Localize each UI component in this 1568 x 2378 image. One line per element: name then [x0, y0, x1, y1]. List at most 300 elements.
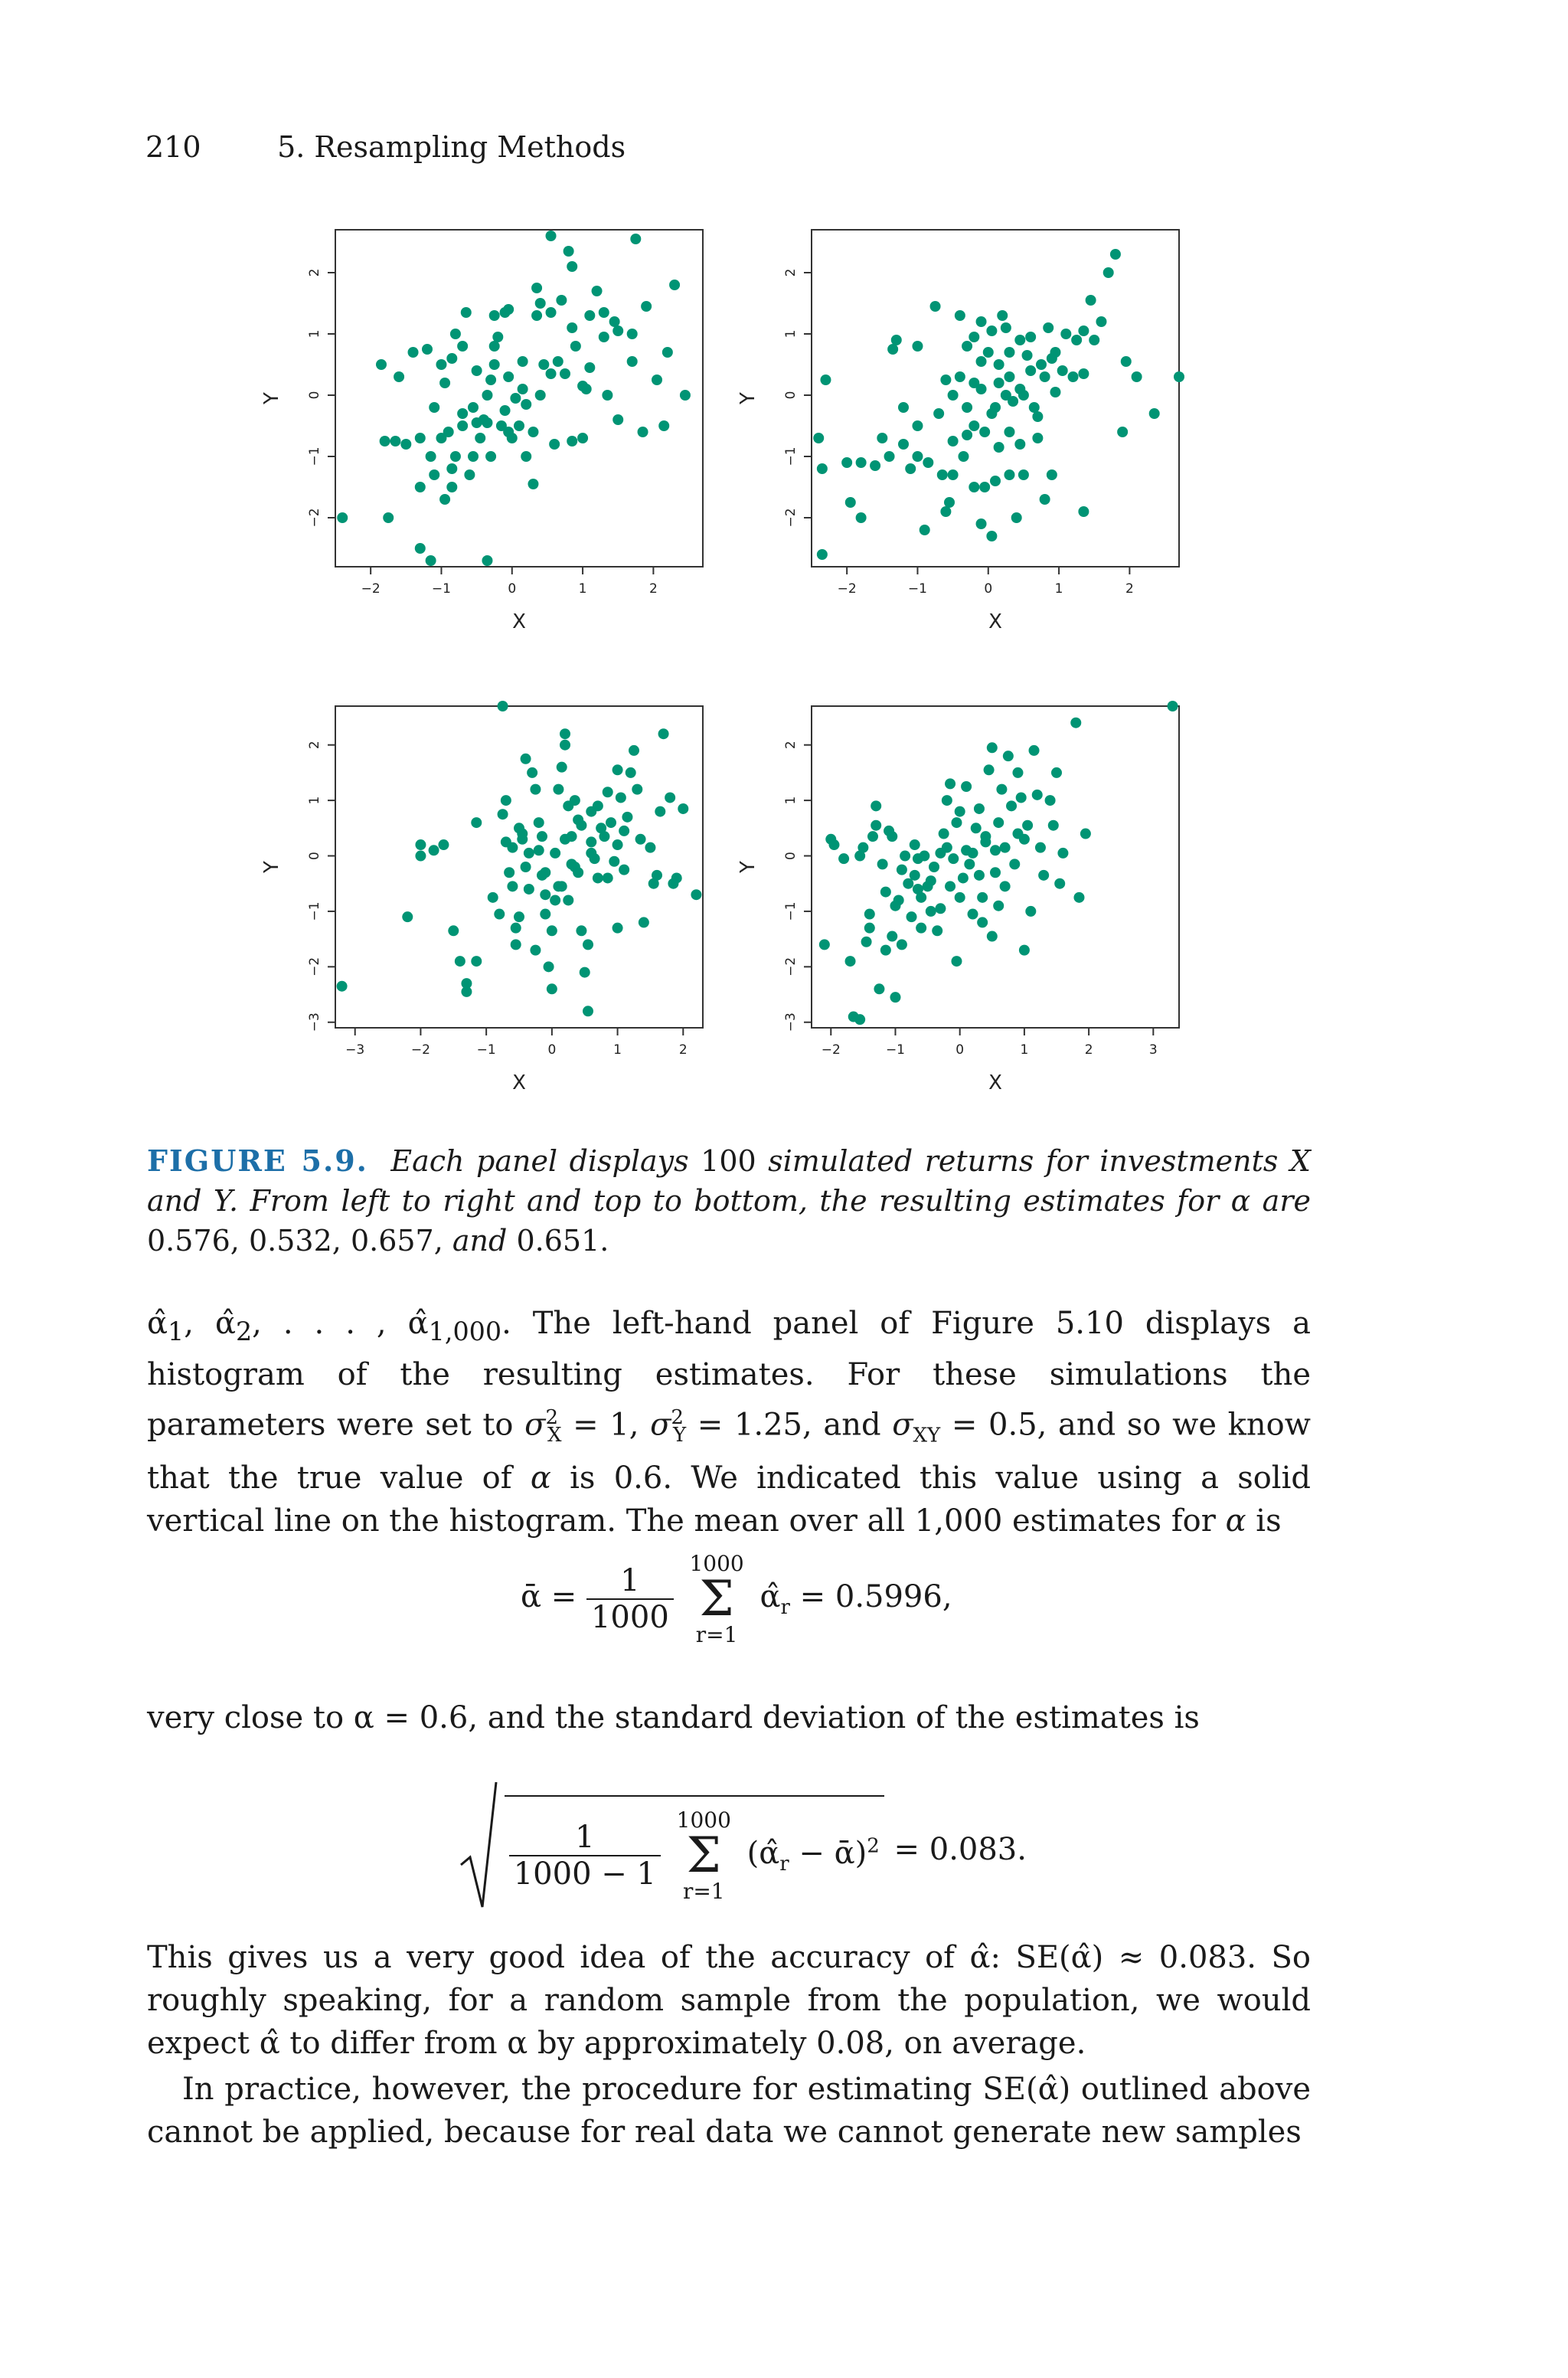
- data-point: [916, 923, 926, 934]
- data-point: [627, 329, 638, 339]
- data-point: [997, 310, 1008, 321]
- data-point: [1001, 390, 1011, 401]
- data-point: [612, 839, 623, 850]
- data-point: [979, 427, 990, 437]
- data-point: [880, 945, 891, 956]
- data-point: [337, 512, 348, 523]
- data-point: [817, 549, 828, 560]
- data-point: [817, 463, 828, 474]
- data-point: [870, 460, 880, 471]
- data-point: [887, 344, 898, 355]
- data-point: [390, 436, 400, 446]
- data-point: [573, 814, 583, 825]
- data-point: [503, 304, 514, 315]
- y-axis-label: Y: [737, 861, 760, 873]
- data-point: [457, 408, 468, 419]
- data-point: [518, 356, 528, 367]
- data-point: [619, 865, 629, 875]
- data-point: [376, 359, 387, 370]
- data-point: [337, 981, 348, 992]
- data-point: [1048, 820, 1059, 831]
- data-point: [521, 451, 531, 462]
- data-point: [1009, 859, 1020, 869]
- data-point: [913, 853, 923, 864]
- data-point: [550, 895, 560, 905]
- data-point: [570, 341, 581, 352]
- data-point: [864, 923, 875, 934]
- data-point: [482, 390, 492, 401]
- data-point: [616, 792, 626, 803]
- data-point: [547, 983, 557, 994]
- y-tick-label: 0: [307, 391, 322, 400]
- x-tick-label: 2: [648, 581, 658, 597]
- data-point: [446, 482, 457, 492]
- data-point: [489, 310, 500, 321]
- data-point: [488, 892, 498, 903]
- data-point: [990, 402, 1001, 413]
- data-point: [920, 525, 930, 535]
- data-point: [1050, 347, 1060, 358]
- data-point: [531, 283, 542, 293]
- data-point: [450, 329, 461, 339]
- data-point: [609, 316, 620, 327]
- data-point: [987, 742, 998, 753]
- data-point: [560, 728, 570, 739]
- data-point: [669, 280, 680, 290]
- data-point: [877, 859, 888, 869]
- data-point: [898, 439, 909, 450]
- data-point: [612, 325, 623, 336]
- scatter-panel-1: [260, 230, 703, 633]
- data-point: [422, 344, 433, 355]
- data-point: [912, 341, 923, 352]
- data-point: [1014, 335, 1025, 345]
- data-point: [1057, 848, 1068, 859]
- x-tick-label: −1: [907, 581, 927, 597]
- data-point: [1029, 402, 1040, 413]
- caption-estimate-4: 0.651.: [516, 1224, 609, 1258]
- data-point: [557, 762, 567, 773]
- caption-estimate-1: 0.576,: [147, 1224, 240, 1258]
- data-point: [1012, 767, 1023, 778]
- data-point: [547, 925, 557, 936]
- data-point: [590, 853, 600, 864]
- data-point: [1078, 368, 1089, 379]
- data-point: [887, 931, 897, 942]
- data-point: [530, 945, 541, 956]
- data-point: [1029, 745, 1040, 756]
- data-point: [969, 420, 979, 431]
- data-point: [609, 856, 619, 867]
- data-point: [940, 375, 951, 385]
- data-point: [678, 803, 688, 814]
- data-point: [990, 867, 1001, 878]
- y-tick-label: 0: [783, 852, 799, 860]
- data-point: [828, 839, 839, 850]
- data-point: [897, 939, 907, 950]
- data-point: [635, 834, 646, 845]
- data-point: [457, 420, 468, 431]
- data-point: [1132, 371, 1142, 382]
- data-point: [567, 436, 577, 446]
- data-point: [510, 393, 521, 404]
- data-point: [498, 809, 508, 819]
- data-point: [898, 402, 909, 413]
- data-point: [507, 433, 518, 443]
- data-point: [1086, 295, 1096, 306]
- data-point: [443, 427, 454, 437]
- data-point: [994, 359, 1004, 370]
- data-point: [500, 405, 511, 416]
- data-point: [948, 390, 959, 401]
- data-point: [945, 778, 956, 789]
- data-point: [971, 823, 982, 833]
- x-tick-label: −1: [431, 581, 451, 597]
- data-point: [599, 307, 609, 318]
- data-point: [521, 399, 531, 410]
- data-point: [553, 356, 564, 367]
- caption-estimate-2: 0.532,: [248, 1224, 341, 1258]
- data-point: [1121, 356, 1132, 367]
- data-point: [1070, 718, 1081, 728]
- y-tick-label: −2: [783, 957, 799, 976]
- data-point: [567, 859, 577, 869]
- x-tick-label: 2: [1084, 1042, 1093, 1058]
- data-point: [976, 356, 987, 367]
- data-point: [514, 420, 524, 431]
- data-point: [630, 234, 641, 244]
- data-point: [897, 865, 907, 875]
- data-point: [940, 506, 951, 517]
- y-tick-label: −1: [307, 446, 322, 466]
- data-point: [537, 831, 547, 842]
- data-point: [926, 906, 936, 917]
- x-axis-label: X: [988, 1071, 1002, 1094]
- data-point: [619, 826, 629, 836]
- x-tick-label: 1: [578, 581, 587, 597]
- data-point: [528, 479, 538, 489]
- data-point: [557, 881, 567, 891]
- data-point: [514, 823, 524, 833]
- data-point: [530, 784, 541, 795]
- figure-caption: [147, 1141, 1311, 1261]
- data-point: [1050, 387, 1060, 397]
- data-point: [645, 842, 655, 853]
- data-point: [408, 347, 419, 358]
- y-axis-label: Y: [737, 392, 760, 404]
- data-point: [436, 359, 446, 370]
- data-point: [560, 834, 570, 845]
- data-point: [884, 451, 895, 462]
- data-point: [1032, 411, 1043, 422]
- data-point: [1117, 427, 1128, 437]
- data-point: [932, 925, 942, 936]
- y-tick-label: −1: [783, 446, 799, 466]
- running-title: 5. Resampling Methods: [277, 130, 626, 164]
- data-point: [1032, 790, 1043, 800]
- data-point: [874, 983, 884, 994]
- body-paragraph-3: This gives us a very good idea of the accuracy of α̂: SE(α̂) ≈ 0.083. So roughly speaking, for a random sample from the population, we would expect α̂ to differ from α by approximately 0.08, on average.: [147, 1940, 1311, 2061]
- data-point: [429, 469, 439, 480]
- x-tick-label: 1: [1054, 581, 1063, 597]
- data-point: [974, 803, 985, 814]
- data-point: [1060, 329, 1071, 339]
- data-point: [977, 917, 988, 927]
- data-point: [916, 892, 926, 903]
- data-point: [1073, 892, 1084, 903]
- data-point: [984, 764, 995, 775]
- data-point: [599, 831, 609, 842]
- x-tick-label: 1: [613, 1042, 622, 1058]
- data-point: [1000, 881, 1011, 891]
- data-point: [586, 836, 596, 847]
- data-point: [867, 831, 878, 842]
- body-paragraph-1: $\alphâ_1$, $\alphâ_2$, . . . , $\alphâ_{1,000}$. The left-hand panel of Figure 5.10 displays a histogram of the resulting estimates. For these simulations the parameters were set to $\sigma^2_X = 1$, $\sigma^2_Y = 1.25$, and $\sigma_{XY} = 0.5$, and so we know that the true value of α is 0.6. We indicated this value using a solid vertical line on the histogram. The mean over all 1,000 estimates for α is: [147, 1306, 1311, 1539]
- data-point: [415, 543, 426, 554]
- data-point: [910, 870, 920, 881]
- data-point: [1019, 945, 1030, 956]
- data-point: [1006, 800, 1017, 811]
- data-point: [1103, 267, 1114, 278]
- y-tick-label: 2: [783, 741, 799, 750]
- data-point: [489, 341, 500, 352]
- data-point: [527, 767, 537, 778]
- caption-text-1: Each panel displays: [390, 1144, 689, 1178]
- data-point: [926, 875, 936, 886]
- data-point: [426, 555, 436, 566]
- data-point: [632, 784, 642, 795]
- data-point: [468, 402, 479, 413]
- data-point: [948, 469, 959, 480]
- y-tick-label: 2: [307, 268, 322, 277]
- data-point: [1080, 829, 1091, 839]
- data-point: [415, 851, 426, 862]
- data-point: [961, 781, 972, 792]
- data-point: [521, 862, 531, 872]
- data-point: [546, 307, 557, 318]
- data-point: [485, 451, 496, 462]
- caption-count: 100: [701, 1144, 756, 1178]
- data-point: [550, 848, 560, 859]
- data-point: [665, 792, 675, 803]
- data-point: [560, 368, 570, 379]
- equation-mean: ᾱ = $\frac{1}{1000}$ 1000 Σ r=1 $\alphâ_r = 0.5996$,: [521, 1551, 952, 1647]
- data-point: [580, 967, 590, 978]
- data-point: [958, 451, 969, 462]
- data-point: [1032, 433, 1043, 443]
- data-point: [969, 482, 979, 492]
- data-point: [861, 937, 872, 947]
- data-point: [969, 332, 979, 342]
- data-point: [457, 341, 468, 352]
- data-point: [990, 476, 1001, 486]
- data-point: [968, 848, 978, 859]
- data-point: [944, 497, 955, 508]
- caption-estimate-3: 0.657,: [350, 1224, 443, 1258]
- data-point: [1025, 332, 1036, 342]
- data-point: [446, 353, 457, 364]
- x-tick-label: 0: [984, 581, 993, 597]
- data-point: [858, 842, 868, 853]
- x-tick-label: 3: [1148, 1042, 1158, 1058]
- data-point: [471, 956, 482, 967]
- data-point: [518, 384, 528, 394]
- data-point: [546, 231, 557, 241]
- data-point: [538, 359, 549, 370]
- data-point: [612, 764, 623, 775]
- data-point: [583, 1006, 593, 1016]
- data-point: [570, 795, 580, 806]
- data-point: [986, 325, 997, 336]
- data-point: [937, 469, 948, 480]
- data-point: [471, 817, 482, 828]
- x-tick-label: −1: [885, 1042, 906, 1058]
- data-point: [602, 390, 612, 401]
- data-point: [955, 310, 965, 321]
- caption-text-2: simulated returns for investments X and Y. From left to right and top to bottom, the resulting estimates for α are: [147, 1144, 1311, 1218]
- data-point: [1022, 350, 1033, 361]
- data-point: [935, 903, 946, 914]
- data-point: [1018, 469, 1029, 480]
- data-point: [439, 494, 450, 505]
- y-axis-label: Y: [260, 861, 283, 873]
- data-point: [415, 482, 426, 492]
- data-point: [544, 961, 554, 972]
- data-point: [1047, 469, 1057, 480]
- data-point: [503, 371, 514, 382]
- data-point: [498, 701, 508, 711]
- data-point: [583, 939, 593, 950]
- data-point: [511, 939, 521, 950]
- data-point: [877, 433, 887, 443]
- data-point: [468, 451, 479, 462]
- data-point: [691, 889, 701, 900]
- data-point: [976, 316, 987, 327]
- data-point: [1025, 365, 1036, 376]
- data-point: [900, 851, 910, 862]
- data-point: [584, 362, 595, 373]
- data-point: [612, 414, 623, 425]
- data-point: [880, 887, 891, 898]
- data-point: [912, 420, 923, 431]
- data-point: [504, 867, 514, 878]
- data-point: [429, 845, 439, 855]
- data-point: [1004, 347, 1014, 358]
- y-tick-label: 1: [307, 796, 322, 805]
- data-point: [528, 427, 538, 437]
- data-point: [593, 800, 603, 811]
- data-point: [820, 375, 831, 385]
- y-tick-label: 0: [783, 391, 799, 400]
- data-point: [380, 436, 390, 446]
- body-paragraph-2: very close to α = 0.6, and the standard deviation of the estimates is: [147, 1700, 1200, 1735]
- data-point: [962, 341, 972, 352]
- data-point: [1036, 359, 1047, 370]
- data-point: [1071, 335, 1082, 345]
- data-point: [983, 347, 994, 358]
- data-point: [439, 378, 450, 388]
- data-point: [1011, 512, 1022, 523]
- data-point: [556, 295, 567, 306]
- data-point: [871, 820, 881, 831]
- data-point: [994, 442, 1004, 453]
- data-point: [951, 817, 962, 828]
- data-point: [1035, 842, 1046, 853]
- data-point: [1096, 316, 1106, 327]
- data-point: [864, 909, 875, 920]
- data-point: [854, 1014, 865, 1025]
- data-point: [438, 839, 449, 850]
- data-point: [939, 829, 949, 839]
- data-point: [856, 512, 867, 523]
- data-point: [996, 784, 1007, 795]
- scatter-panel-2: [737, 230, 1184, 633]
- data-point: [1110, 249, 1121, 260]
- x-tick-label: −1: [476, 1042, 496, 1058]
- data-point: [987, 931, 998, 942]
- x-tick-label: −3: [345, 1042, 365, 1058]
- data-point: [1089, 335, 1099, 345]
- data-point: [560, 740, 570, 751]
- x-tick-label: 0: [508, 581, 517, 597]
- data-point: [1016, 792, 1027, 803]
- data-point: [394, 371, 404, 382]
- data-point: [958, 872, 969, 883]
- data-point: [845, 497, 856, 508]
- data-point: [891, 335, 902, 345]
- data-point: [524, 848, 534, 859]
- data-point: [472, 365, 482, 376]
- data-point: [450, 451, 461, 462]
- sqrt-sign: [459, 1781, 498, 1918]
- data-point: [671, 872, 682, 883]
- data-point: [383, 512, 394, 523]
- data-point: [593, 872, 603, 883]
- y-tick-label: −3: [307, 1012, 322, 1032]
- data-point: [1043, 322, 1054, 333]
- data-point: [485, 375, 496, 385]
- data-point: [402, 911, 413, 922]
- data-point: [546, 368, 557, 379]
- plot-frame: [812, 706, 1179, 1028]
- data-point: [461, 986, 472, 997]
- data-point: [948, 436, 959, 446]
- data-point: [1025, 906, 1036, 917]
- data-point: [507, 842, 518, 853]
- data-point: [951, 956, 962, 967]
- x-tick-label: −2: [837, 581, 857, 597]
- data-point: [612, 923, 623, 934]
- caption-and: and: [452, 1224, 508, 1258]
- data-point: [1003, 751, 1014, 761]
- data-point: [1149, 408, 1160, 419]
- data-point: [531, 310, 542, 321]
- y-tick-label: −2: [783, 508, 799, 528]
- data-point: [573, 867, 583, 878]
- data-point: [603, 787, 613, 797]
- y-tick-label: 2: [783, 268, 799, 277]
- data-point: [534, 845, 544, 855]
- scatter-panel-3: [260, 701, 703, 1094]
- data-point: [540, 909, 550, 920]
- x-tick-label: −2: [410, 1042, 430, 1058]
- data-point: [1001, 322, 1011, 333]
- data-point: [535, 390, 546, 401]
- page-number: 210: [145, 130, 201, 164]
- data-point: [492, 332, 503, 342]
- x-tick-label: 2: [1125, 581, 1134, 597]
- data-point: [1019, 834, 1030, 845]
